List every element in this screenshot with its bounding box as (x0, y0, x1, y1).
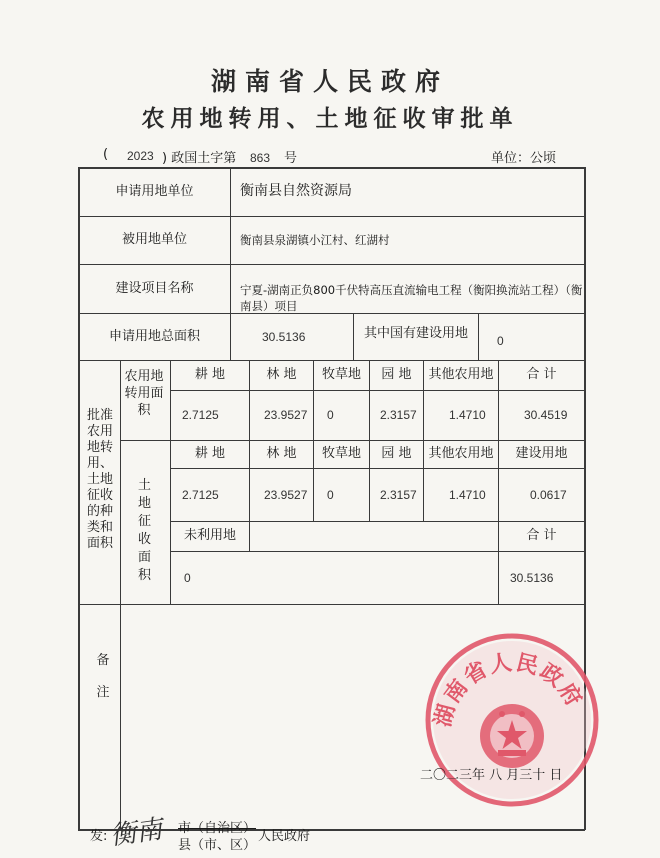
remarks-label: 备注 (96, 653, 110, 700)
national-emblem-icon (480, 704, 544, 768)
expr-value-arable: 2.7125 (182, 487, 219, 502)
county-text: 县（市、区） (178, 838, 257, 853)
expropriation-label: 土地征收面积 (137, 478, 151, 583)
open-paren: ( (103, 147, 109, 162)
conv-header-grass: 牧草地 (321, 367, 361, 383)
conv-header-forest: 林 地 (266, 367, 297, 383)
state-land-label: 其中国有建设用地 (363, 325, 468, 341)
total-area-label: 申请用地总面积 (108, 328, 200, 344)
city-text: 市（自治区） (178, 821, 257, 836)
document-title: 湖南省人民政府 (210, 67, 449, 96)
send-label: 发: (90, 829, 108, 844)
conv-value-forest: 23.9527 (264, 408, 308, 422)
grand-total-value: 30.5136 (510, 570, 554, 585)
conv-value-grass: 0 (327, 408, 334, 422)
conv-value-total: 30.4519 (524, 408, 568, 422)
expr-header-grass: 牧草地 (321, 446, 361, 462)
conv-value-other: 1.4710 (449, 408, 486, 422)
project-value-line1: 宁夏-湖南正负800千伏特高压直流输电工程（衡阳换流站工程）（衡 (240, 283, 583, 297)
total-area-value: 30.5136 (262, 329, 306, 344)
seal-text: 湖南省人民政府 (430, 650, 588, 730)
approval-date: 二〇二三年 八 月三十 日 (420, 768, 563, 783)
expr-value-other: 1.4710 (449, 487, 486, 502)
expr-value-forest: 23.9527 (264, 487, 308, 502)
doc-suffix: 号 (284, 151, 298, 166)
conv-header-total: 合 计 (526, 367, 557, 383)
document-subtitle: 农用地转用、土地征收审批单 (141, 105, 519, 132)
unused-land-value: 0 (184, 570, 191, 585)
conv-value-garden: 2.3157 (380, 408, 417, 422)
doc-number: 863 (250, 151, 271, 165)
used-land-value: 衡南县泉湖镇小江村、红湖村 (240, 233, 390, 248)
grand-total-label: 合 计 (526, 528, 557, 544)
gov-suffix: 人民政府 (258, 829, 311, 844)
expr-header-garden: 园 地 (381, 446, 412, 462)
unit-label: 单位：公顷 (491, 151, 557, 166)
expr-header-other: 其他农用地 (428, 446, 494, 462)
used-land-label: 被用地单位 (121, 232, 187, 248)
conv-header-arable: 耕 地 (194, 367, 226, 383)
unused-land-label: 未利用地 (183, 528, 236, 544)
applicant-label: 申请用地单位 (115, 183, 194, 199)
conv-header-garden: 园 地 (381, 367, 412, 383)
expr-header-forest: 林 地 (266, 446, 297, 462)
expr-header-construction: 建设用地 (515, 446, 568, 462)
project-value-line2: 南县）项目 (240, 299, 298, 313)
expr-value-construction: 0.0617 (530, 487, 567, 502)
approval-side-label: 批准农用地转用、土地征收的种类和面积 (86, 408, 113, 551)
conv-header-other: 其他农用地 (428, 367, 494, 383)
handwritten-signature: 衡南 (108, 814, 165, 852)
project-label: 建设项目名称 (115, 280, 194, 296)
expr-value-grass: 0 (327, 487, 334, 502)
expr-value-garden: 2.3157 (380, 487, 417, 502)
expr-header-arable: 耕 地 (194, 446, 226, 462)
doc-year: 2023 (127, 149, 154, 163)
applicant-value: 衡南县自然资源局 (240, 183, 352, 200)
doc-prefix: ) 政国土字第 (162, 151, 237, 166)
state-land-value: 0 (497, 333, 504, 348)
conversion-label: 农用地转用面积 (124, 369, 164, 418)
project-value (240, 282, 585, 314)
conv-value-arable: 2.7125 (182, 408, 219, 422)
